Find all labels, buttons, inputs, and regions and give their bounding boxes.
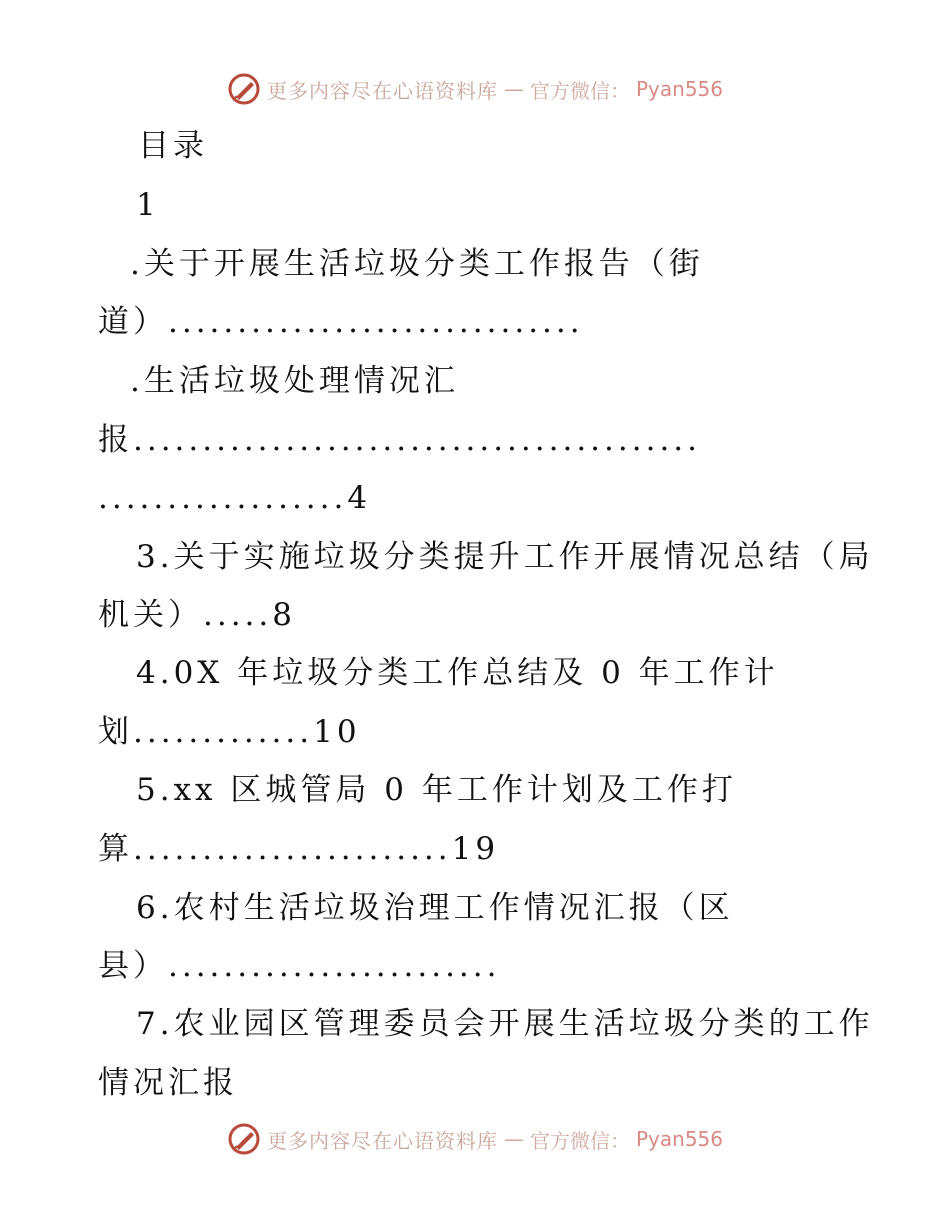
toc-line: .关于开展生活垃圾分类工作报告（街 bbox=[130, 246, 704, 282]
toc-line: 情况汇报 bbox=[98, 1065, 238, 1101]
banner-wechat-label: 官方微信： bbox=[529, 78, 630, 103]
footer-banner bbox=[0, 1122, 950, 1156]
toc-line: 4.0X 年垃圾分类工作总结及 0 年工作计 bbox=[136, 655, 779, 691]
toc-line: 3.关于实施垃圾分类提升工作开展情况总结（局 bbox=[136, 539, 874, 575]
quill-logo-icon bbox=[227, 1122, 261, 1156]
toc-line: 5.xx 区城管局 0 年工作计划及工作打 bbox=[136, 772, 737, 808]
toc-line: 机关）.....8 bbox=[98, 597, 296, 633]
toc-line: 6.农村生活垃圾治理工作情况汇报（区 bbox=[136, 890, 734, 926]
toc-line: 1 bbox=[136, 187, 160, 223]
quill-logo-icon bbox=[227, 72, 261, 106]
banner-wechat-handle: Pyan556 bbox=[635, 77, 723, 101]
toc-line: 报......................................... bbox=[98, 422, 702, 458]
banner-dash: — bbox=[503, 77, 524, 101]
banner-main-text: 更多内容尽在心语资料库 bbox=[266, 78, 498, 103]
toc-line: 道）.............................. bbox=[98, 304, 584, 340]
banner-wechat-handle: Pyan556 bbox=[635, 1127, 723, 1151]
toc-line: 划.............10 bbox=[98, 714, 361, 750]
toc-line: ..................4 bbox=[98, 480, 372, 516]
toc-line: 算.......................19 bbox=[98, 831, 500, 867]
toc-title: 目录 bbox=[138, 128, 208, 164]
toc-line: 7.农业园区管理委员会开展生活垃圾分类的工作 bbox=[136, 1006, 874, 1042]
banner-main-text: 更多内容尽在心语资料库 bbox=[266, 1128, 498, 1153]
header-banner bbox=[0, 72, 950, 106]
banner-wechat-label: 官方微信： bbox=[529, 1128, 630, 1153]
toc-line: 县）........................ bbox=[98, 948, 501, 984]
toc-line: .生活垃圾处理情况汇 bbox=[130, 363, 459, 399]
banner-dash: — bbox=[503, 1127, 524, 1151]
